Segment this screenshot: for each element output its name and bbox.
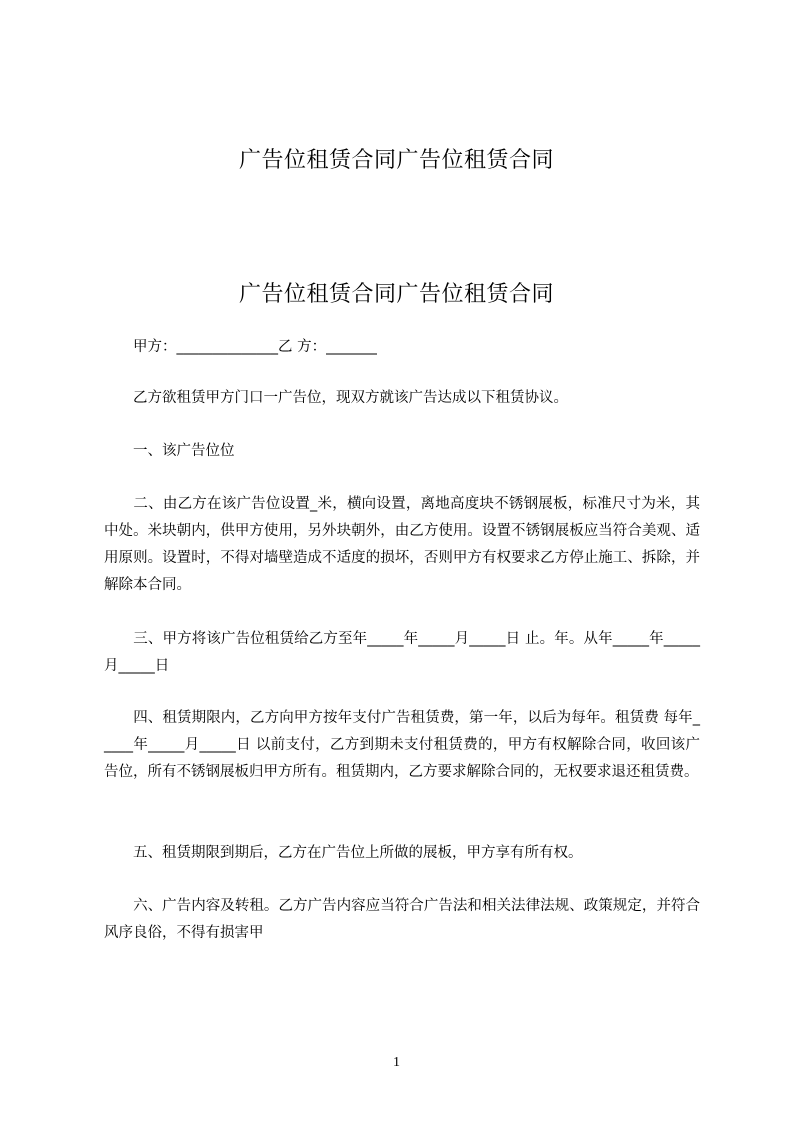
document-title: 广告位租赁合同广告位租赁合同 xyxy=(238,148,554,173)
clause-3: 三、甲方将该广告位租赁给乙方至年_____年_____月_____日 止。年。从年_____年_____月_____日 xyxy=(104,631,700,674)
clause-6: 六、广告内容及转租。乙方广告内容应当符合广告法和相关法律法规、政策规定，并符合风序良俗，不得有损害甲 xyxy=(104,898,700,941)
parties-line: 甲方：______________乙 方：_______ xyxy=(104,339,377,355)
clause-5: 五、租赁期限到期后，乙方在广告位上所做的展板，甲方享有所有权。 xyxy=(104,845,583,861)
clause-2: 二、由乙方在该广告位设置_米，横向设置，离地高度块不锈钢展板，标准尺寸为米，其中处。米块朝内，供甲方使用，另外块朝外，由乙方使用。设置不锈钢展板应当符合美观、适用原则。设置时，不得对墙壁造成不适度的损坏，否则甲方有权要求乙方停止施工、拆除，并解除本合同。 xyxy=(104,496,700,593)
intro-paragraph: 乙方欲租赁甲方门口一广告位，现双方就该广告达成以下租赁协议。 xyxy=(104,390,568,406)
clause-1: 一、该广告位位 xyxy=(104,443,235,459)
page-number: 1 xyxy=(393,1055,400,1070)
clause-4: 四、租赁期限内，乙方向甲方按年支付广告租赁费，第一年，以后为每年。租赁费 每年_____年_____月_____日 以前支付，乙方到期未支付租赁费的，甲方有权解除合同，收回该广告位，所有不锈钢展板归甲方所有。租赁期内，乙方要求解除合同的，无权要求退还租赁费。 xyxy=(104,710,700,780)
document-subtitle: 广告位租赁合同广告位租赁合同 xyxy=(238,282,554,307)
